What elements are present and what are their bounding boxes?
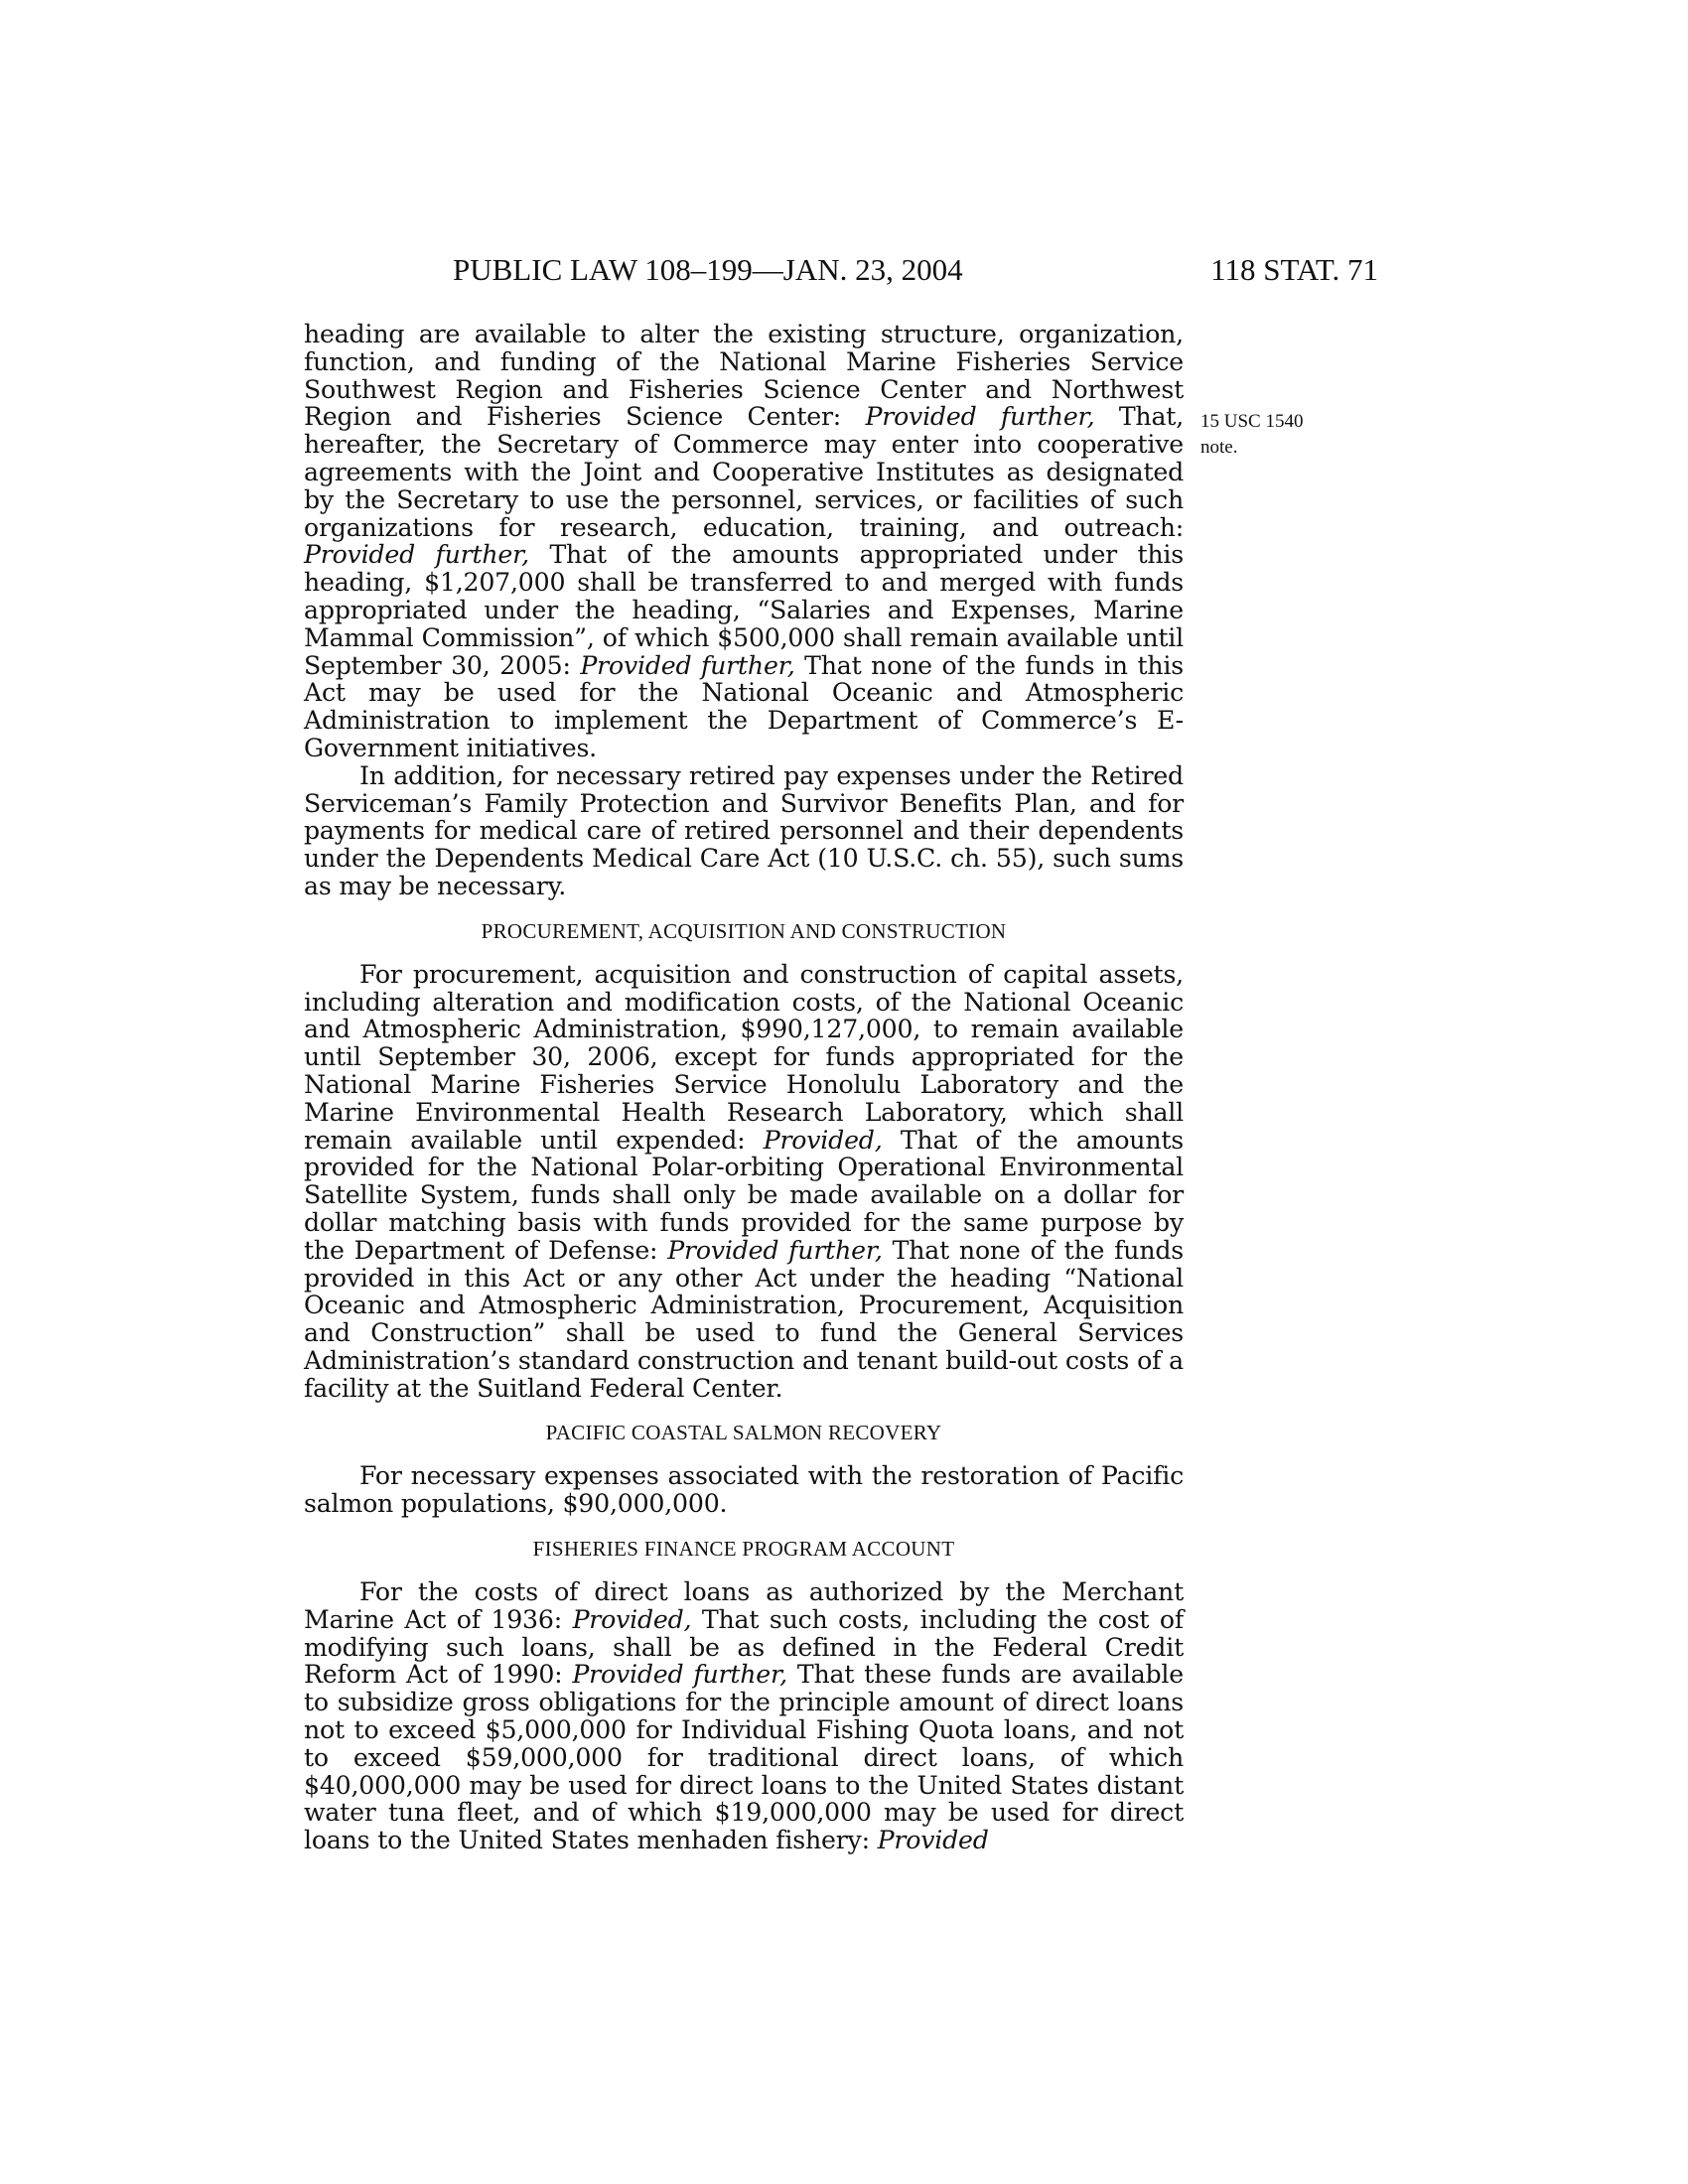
page-header <box>304 250 1378 290</box>
proviso: Provided further, <box>572 1660 787 1690</box>
text-run: That of the amounts appropriated under this heading, $1,207,000 shall be transferred to and merged with funds appropriated under the heading, “Salaries and Expenses, Marine Mammal Commission”, of which $500,000 shall remain available until September 30, 2005: <box>304 540 1185 680</box>
margin-note <box>1200 409 1349 461</box>
paragraph-fisheries-finance <box>304 1578 1184 1854</box>
paragraph-salmon <box>304 1462 1184 1518</box>
text-run: For procurement, acquisition and construction of capital assets, including alteration and modification costs, of the National Oceanic and Atmospheric Administration, $990,127,000, to remain available until September 30, 2006, except for funds appropriated for the National Marine Fisheries Service Honolulu Laboratory and the Marine Environmental Health Research Laboratory, which shall remain available until expended: <box>304 959 1184 1155</box>
proviso: Provided further, <box>667 1235 883 1265</box>
proviso: Provided further, <box>865 402 1095 432</box>
paragraph-procurement <box>304 961 1184 1403</box>
section-heading-procurement: PROCUREMENT, ACQUISITION AND CONSTRUCTION <box>481 918 1007 943</box>
text-run: That none of the funds provided in this Act or any other Act under the heading “National Oceanic and Atmospheric Administration, Procurement, Acquisition and Construction” shall be used to fund the General Services Administration’s standard construction and tenant build-out costs of a facility at the Suitland Federal Center. <box>304 1235 1184 1403</box>
text-run: That such costs, including the cost of modifying such loans, shall be as defined in the Federal Credit Reform Act of 1990: <box>304 1604 1185 1690</box>
text-run: That these funds are available to subsidize gross obligations for the principle amount of direct loans not to exceed $5,000,000 for Individual Fishing Quota loans, and not to exceed $59,000,000 for traditional direct loans, of which $40,000,000 may be used for direct loans to the United States distant water tuna fleet, and of which $19,000,000 may be used for direct loans to the United States menhaden fishery: <box>304 1660 1184 1855</box>
paragraph-continued <box>304 321 1184 762</box>
page-number: 118 STAT. 71 <box>1210 252 1378 287</box>
text-run: In addition, for necessary retired pay expenses under the Retired Serviceman’s Family Protection and Survivor Benefits Plan, and for payments for medical care of retired personnel and their dependents under the Dependents Medical Care Act (10 U.S.C. ch. 55), such sums as may be necessary. <box>304 760 1184 900</box>
proviso: Provided <box>877 1826 989 1855</box>
margin-note-suffix: note. <box>1200 437 1238 458</box>
section-heading-salmon: PACIFIC COASTAL SALMON RECOVERY <box>545 1421 942 1445</box>
proviso: Provided further, <box>304 540 529 570</box>
margin-note-citation: 15 USC 1540 <box>1200 411 1304 432</box>
text-run: heading are available to alter the existing structure, organization, function, and funding of the National Marine Fisheries Service Southwest Region and Fisheries Science Center and Northwest Region and Fisheries Science Center: <box>304 320 1184 432</box>
proviso: Provided, <box>763 1125 883 1155</box>
body-text <box>304 321 1184 1854</box>
paragraph-retired-pay <box>304 762 1184 900</box>
text-run: For necessary expenses associated with the restoration of Pacific salmon populations, $90,000,000. <box>304 1461 1184 1519</box>
proviso: Provided further, <box>580 650 795 680</box>
running-title: PUBLIC LAW 108–199—JAN. 23, 2004 <box>453 252 963 287</box>
text-run: That, hereafter, the Secretary of Commerce may enter into cooperative agreements with the Joint and Cooperative Institutes as designated by the Secretary to use the personnel, services, or facilities of such organizations for research, education, training, and outreach: <box>304 402 1185 542</box>
text-run: That of the amounts provided for the National Polar-orbiting Operational Environmental Satellite System, funds shall only be made available on a dollar for dollar matching basis with funds provided for the same purpose by the Department of Defense: <box>304 1125 1185 1265</box>
text-run: For the costs of direct loans as authorized by the Merchant Marine Act of 1936: <box>304 1577 1184 1634</box>
proviso: Provided, <box>572 1604 692 1634</box>
section-heading-fisheries-finance: FISHERIES FINANCE PROGRAM ACCOUNT <box>532 1537 955 1562</box>
text-run: That none of the funds in this Act may be used for the National Oceanic and Atmospheric Administration to implement the Department of Commerce’s E-Government initiatives. <box>304 650 1184 762</box>
